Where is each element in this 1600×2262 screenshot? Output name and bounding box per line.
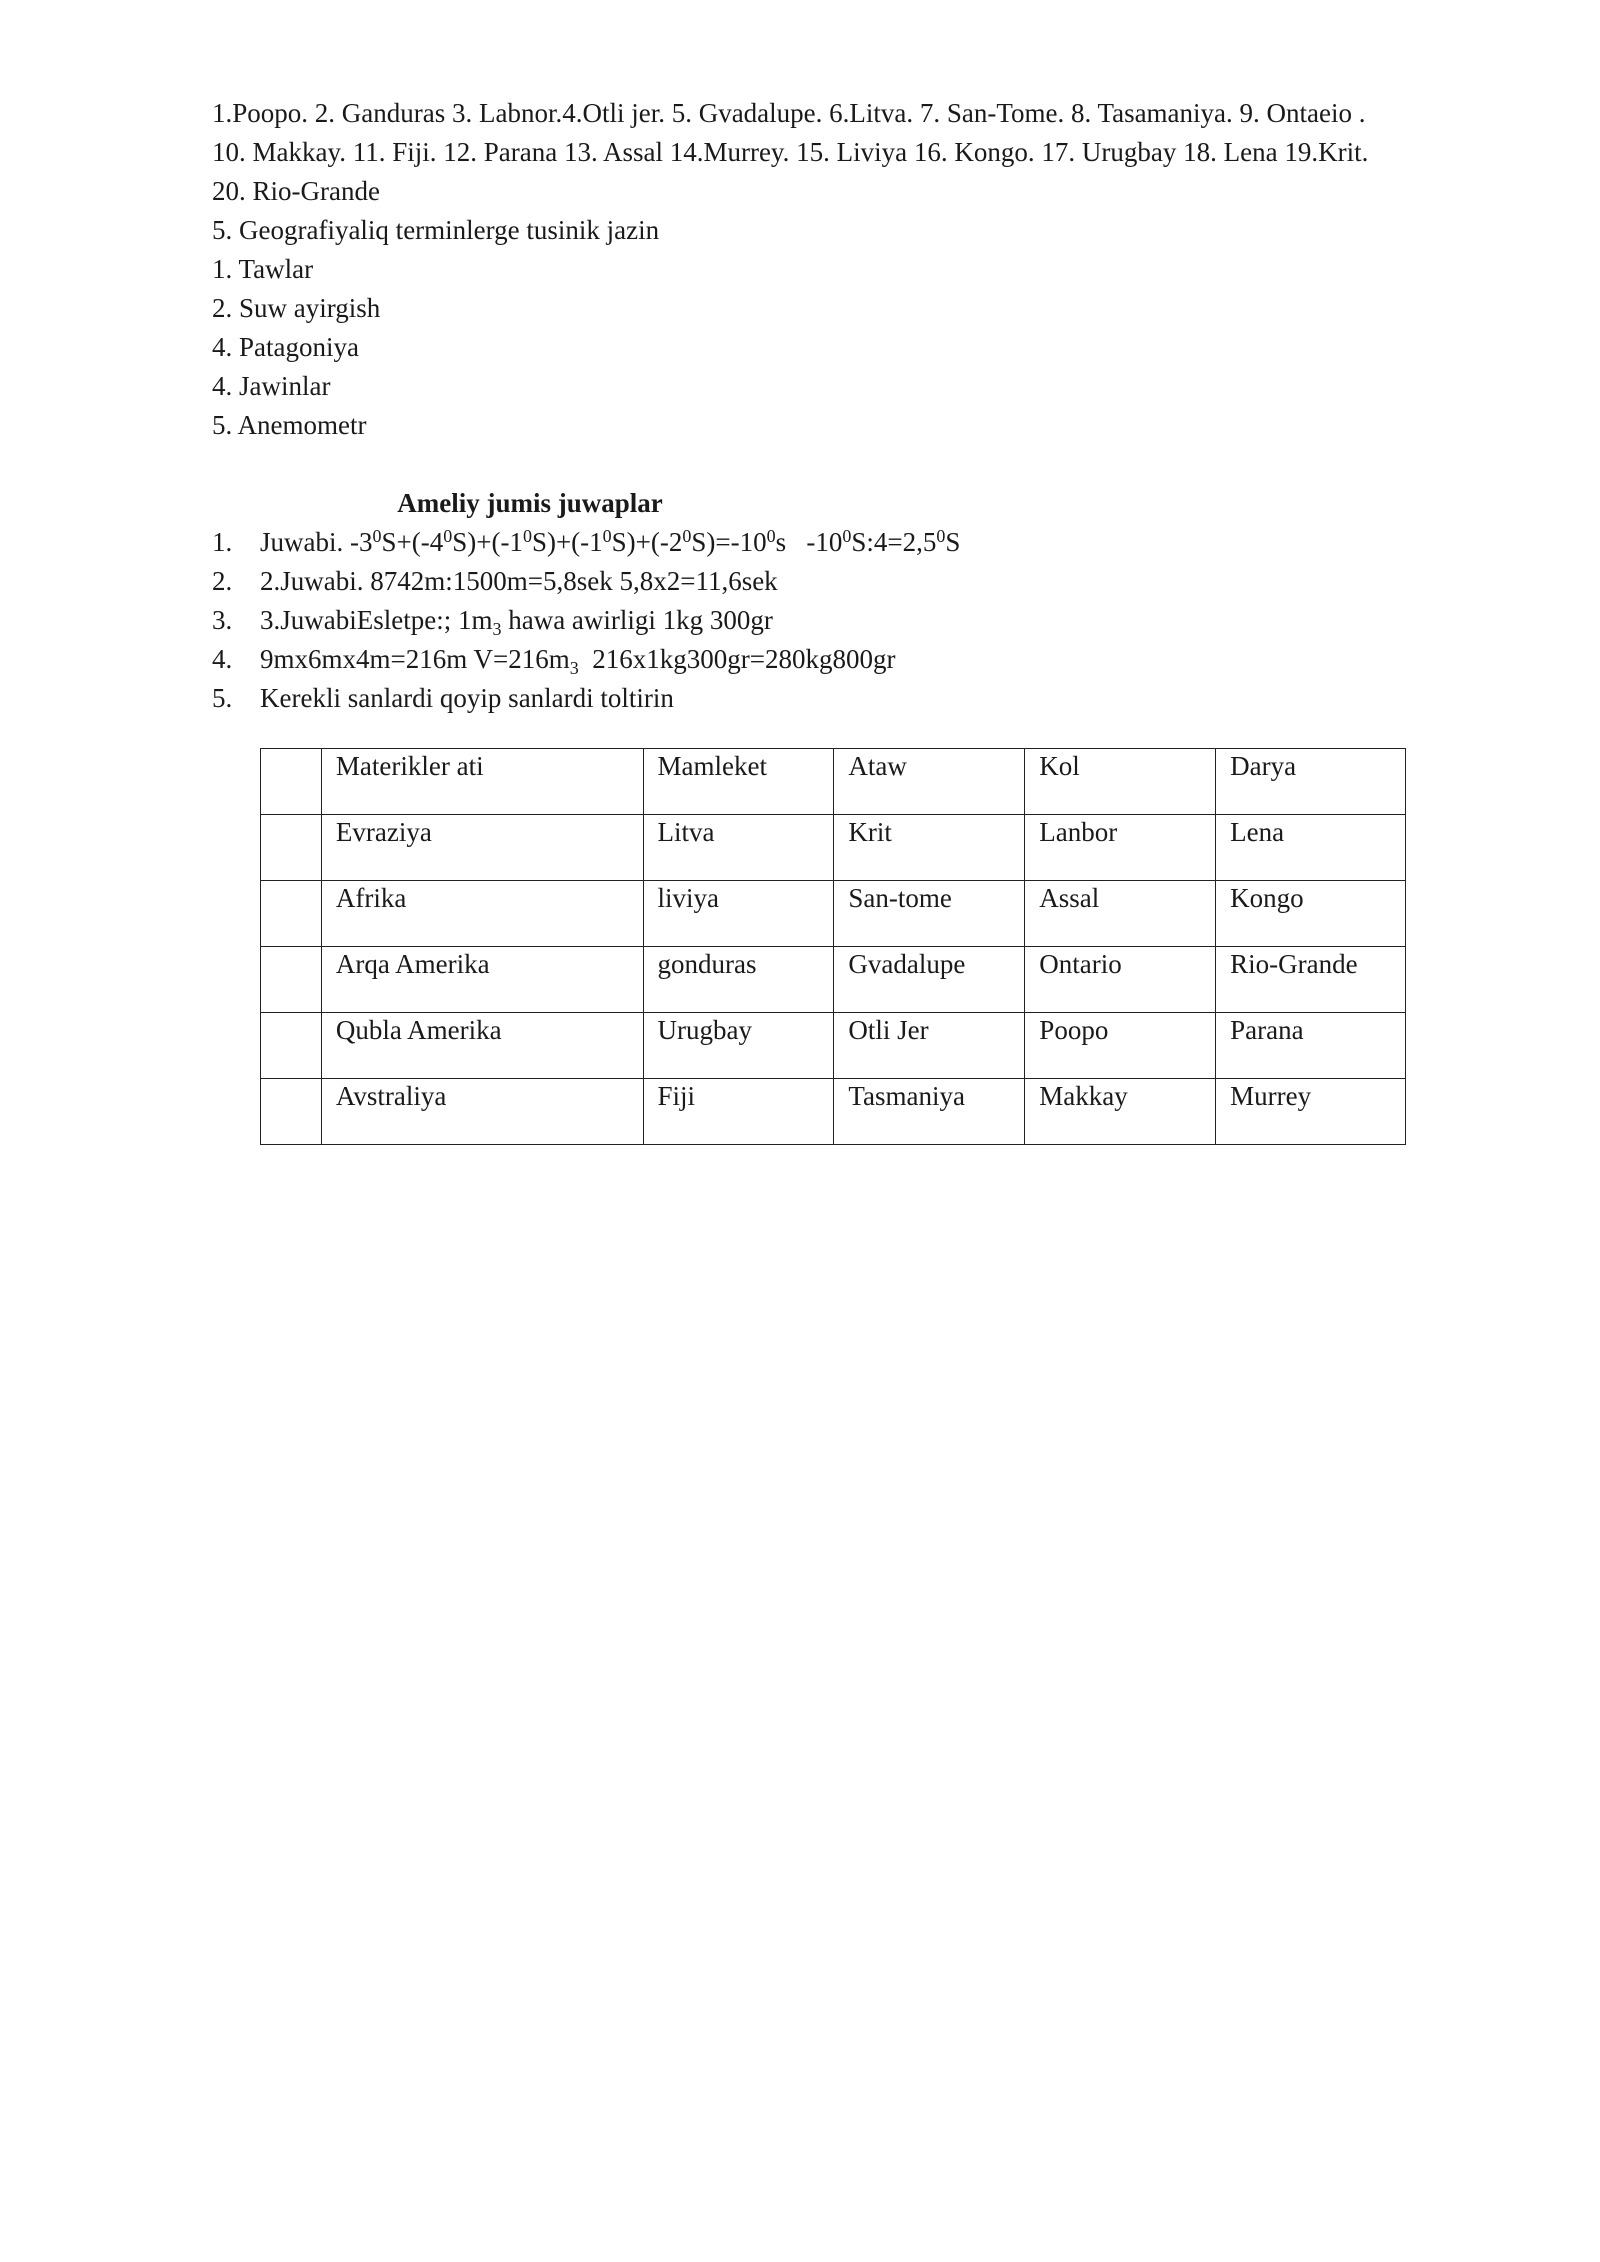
- term-item: 1. Tawlar: [212, 254, 314, 284]
- table-cell: Evraziya: [321, 815, 643, 881]
- equation-part: S)+(-2: [611, 527, 683, 557]
- term-item: 4. Patagoniya: [212, 332, 359, 362]
- answer-list: [212, 94, 1512, 445]
- table-cell: liviya: [643, 881, 834, 947]
- equation-part: Juwabi. -3: [260, 527, 373, 557]
- table-cell: San-tome: [834, 881, 1025, 947]
- column-header: Materikler ati: [321, 749, 643, 815]
- table-cell: Urugbay: [643, 1013, 834, 1079]
- item-number: 2.: [212, 566, 233, 596]
- table-cell: [261, 881, 322, 947]
- degree-mark: 0: [443, 526, 453, 546]
- degree-mark: 0: [522, 526, 532, 546]
- item-text: 2.Juwabi. 8742m:1500m=5,8sek 5,8x2=11,6sek: [260, 566, 778, 596]
- degree-mark: 0: [682, 526, 692, 546]
- table-cell: Ontario: [1025, 947, 1216, 1013]
- subscript: 3: [569, 658, 579, 678]
- answers-table: [260, 748, 1406, 1145]
- practical-list: [212, 523, 1512, 718]
- table-cell: Lena: [1216, 815, 1406, 881]
- table-cell: Poopo: [1025, 1013, 1216, 1079]
- table-cell: Kongo: [1216, 881, 1406, 947]
- table-cell: [261, 749, 322, 815]
- equation-part: S: [945, 527, 961, 557]
- item-number: 5.: [212, 683, 233, 713]
- degree-mark: 0: [936, 526, 946, 546]
- equation-part: s -10: [775, 527, 843, 557]
- item-text: 216x1kg300gr=280kg800gr: [578, 644, 896, 674]
- column-header: Kol: [1025, 749, 1216, 815]
- degree-mark: 0: [842, 526, 852, 546]
- table-cell: Arqa Amerika: [321, 947, 643, 1013]
- table-row: [261, 1079, 1406, 1145]
- table-row: [261, 1013, 1406, 1079]
- practical-heading-text: Ameliy jumis juwaplar: [397, 488, 663, 518]
- table-cell: Lanbor: [1025, 815, 1216, 881]
- practical-item-1: [212, 523, 1512, 562]
- equation-part: S+(-4: [381, 527, 444, 557]
- table-row: [261, 947, 1406, 1013]
- table-cell: Otli Jer: [834, 1013, 1025, 1079]
- degree-mark: 0: [602, 526, 612, 546]
- column-header: Darya: [1216, 749, 1406, 815]
- table-header-row: [261, 749, 1406, 815]
- equation-part: S)=-10: [691, 527, 767, 557]
- item-text: 9mx6mx4m=216m V=216m: [260, 644, 570, 674]
- table-cell: Krit: [834, 815, 1025, 881]
- table-cell: Rio-Grande: [1216, 947, 1406, 1013]
- table-cell: Litva: [643, 815, 834, 881]
- subscript: 3: [492, 619, 502, 639]
- answer-line: 10. Makkay. 11. Fiji. 12. Parana 13. Assal 14.Murrey. 15. Liviya 16. Kongo. 17. Urugbay 18. Lena 19.Krit.: [212, 137, 1369, 167]
- table-cell: Qubla Amerika: [321, 1013, 643, 1079]
- practical-item-2: [212, 562, 1512, 601]
- table-cell: Fiji: [643, 1079, 834, 1145]
- table-cell: gonduras: [643, 947, 834, 1013]
- table-cell: Avstraliya: [321, 1079, 643, 1145]
- item-text: hawa awirligi 1kg 300gr: [501, 605, 773, 635]
- term-item: 5. Anemometr: [212, 410, 367, 440]
- practical-item-5: [212, 679, 1512, 718]
- degree-mark: 0: [766, 526, 776, 546]
- practical-item-3: [212, 601, 1512, 640]
- table-cell: [261, 815, 322, 881]
- table-cell: Gvadalupe: [834, 947, 1025, 1013]
- answer-line: 20. Rio-Grande: [212, 176, 380, 206]
- item-number: 4.: [212, 644, 233, 674]
- practical-item-4: [212, 640, 1512, 679]
- table-cell: [261, 1079, 322, 1145]
- item-number: 3.: [212, 605, 233, 635]
- table-cell: Murrey: [1216, 1079, 1406, 1145]
- column-header: Ataw: [834, 749, 1025, 815]
- degree-mark: 0: [372, 526, 382, 546]
- table-cell: Assal: [1025, 881, 1216, 947]
- answer-line: 1.Poopo. 2. Ganduras 3. Labnor.4.Otli jer. 5. Gvadalupe. 6.Litva. 7. San-Tome. 8. Tasamaniya. 9. Ontaeio .: [212, 98, 1366, 128]
- equation-part: S:4=2,5: [851, 527, 937, 557]
- item-text: Kerekli sanlardi qoyip sanlardi toltirin: [260, 683, 674, 713]
- term-item: 4. Jawinlar: [212, 371, 331, 401]
- table-cell: Makkay: [1025, 1079, 1216, 1145]
- table-cell: Tasmaniya: [834, 1079, 1025, 1145]
- equation-part: S)+(-1: [531, 527, 603, 557]
- table-row: [261, 815, 1406, 881]
- term-item: 2. Suw ayirgish: [212, 293, 381, 323]
- table-cell: Afrika: [321, 881, 643, 947]
- table-row: [261, 881, 1406, 947]
- table-cell: [261, 1013, 322, 1079]
- table-cell: [261, 947, 322, 1013]
- item-number: 1.: [212, 527, 233, 557]
- item-text: 3.JuwabiEsletpe:; 1m: [260, 605, 493, 635]
- section-title: 5. Geografiyaliq terminlerge tusinik jazin: [212, 215, 660, 245]
- equation-part: S)+(-1: [452, 527, 523, 557]
- practical-heading: [0, 484, 1300, 523]
- table-cell: Parana: [1216, 1013, 1406, 1079]
- column-header: Mamleket: [643, 749, 834, 815]
